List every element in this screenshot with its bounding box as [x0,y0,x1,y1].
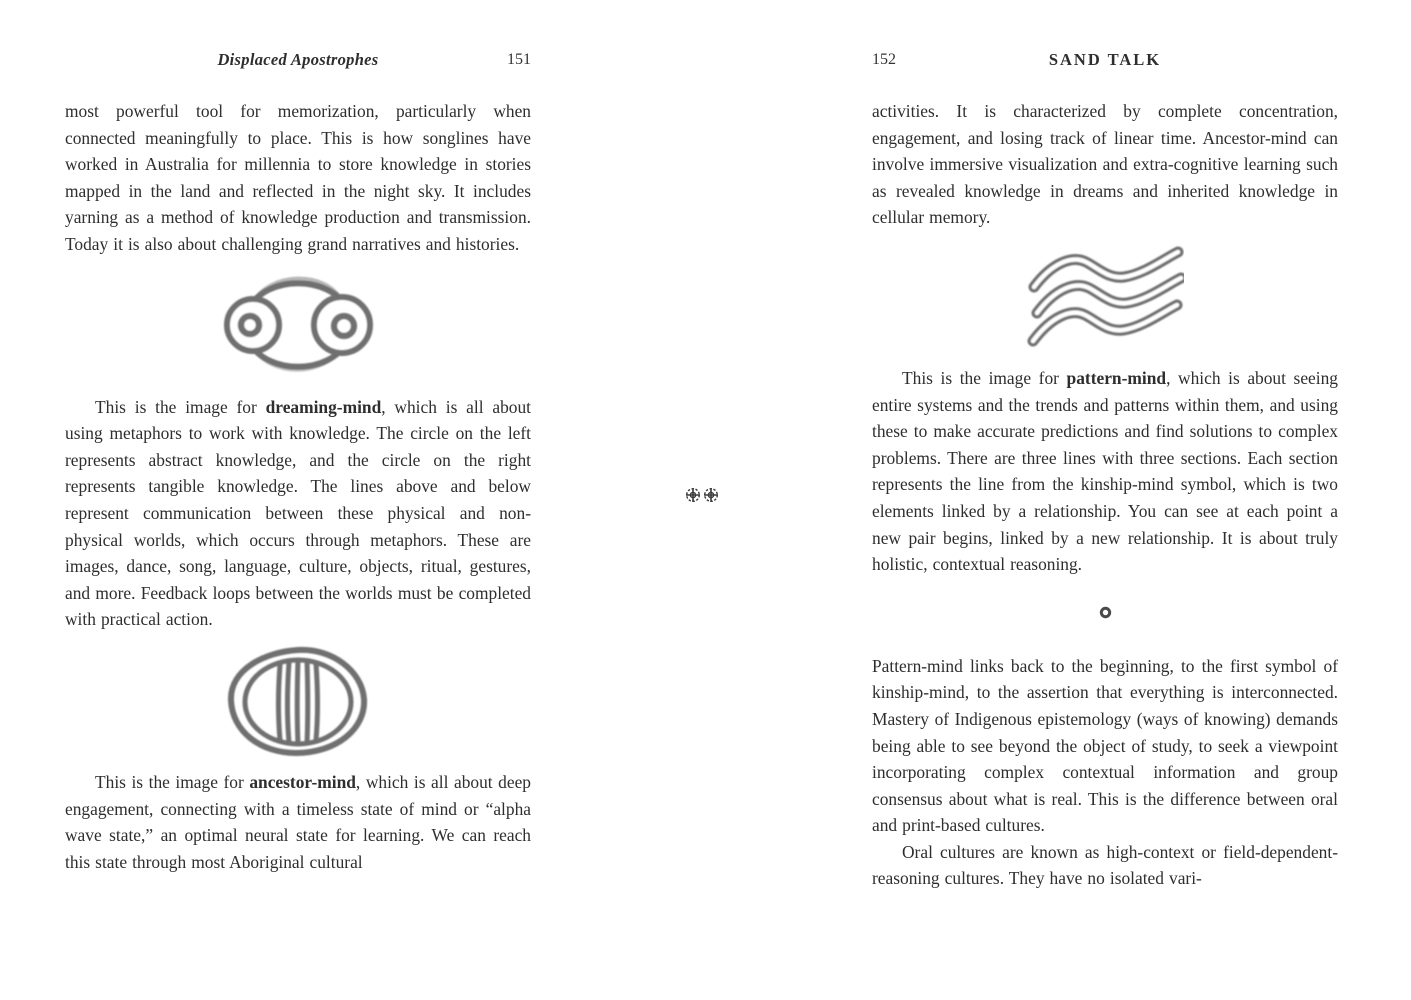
dreaming-mind-symbol-drawing [213,266,383,384]
crosshair-target-icon [703,487,719,503]
paragraph [65,769,531,875]
text-segment: This is the image for [95,771,250,792]
text-segment: , which is all about using metaphors to work with knowledge. The circle on the left represents abstract knowledge, and the circle on the right represents tangible knowledge. The lines above and below represent communication between these physical and non-physical worlds, which occurs through metaphors. These are images, dance, song, language, culture, objects, ritual, gestures, and more. Feedback loops between the worlds must be completed with practical action. [65,396,531,630]
page-right [872,50,1338,892]
paragraph [872,653,1338,839]
pattern-mind-symbol-drawing [1026,243,1184,355]
text-segment: most powerful tool for memorization, particularly when connected meaningfully to place. This is how songlines have worked in Australia for millennia to store knowledge in stories mapped in the land and reflected in the night sky. It includes yarning as a method of knowledge production and transmission. Today it is also about challenging grand narratives and histories. [65,101,531,254]
paragraph [65,394,531,633]
left-page-header [65,50,531,70]
right-page-header [872,50,1338,70]
paragraph [872,98,1338,231]
left-page-body [65,98,531,875]
circle-ornament [872,606,1338,619]
paragraph [872,839,1338,892]
text-segment: Oral cultures are known as high-context or field-dependent-reasoning cultures. They have no isolated vari- [872,841,1338,889]
ancestor-mind-symbol-drawing [224,643,372,759]
text-segment: activities. It is characterized by complete concentration, engagement, and losing track of linear time. Ancestor-mind can involve immersive visualization and extra-cognitive learning such as revealed knowledge in dreams and inherited knowledge in cellular memory. [872,101,1338,228]
text-segment: , which is about seeing entire systems and the trends and patterns within them, and using these to make accurate predictions and find solutions to complex problems. There are three lines with three sections. Each section represents the line from the kinship-mind symbol, which is two elements linked by a relationship. You can see at each point a new pair begins, linked by a new relationship. It is about truly holistic, contextual reasoning. [872,367,1338,575]
page-number-left: 151 [507,51,531,68]
crosshair-target-icon [685,487,701,503]
text-segment: Pattern-mind links back to the beginning, to the first symbol of kinship-mind, to the assertion that everything is interconnected. Mastery of Indigenous epistemology (ways of knowing) demands being able to see beyond the object of study, to seek a viewpoint incorporating complex contextual information and group consensus about what is real. This is the difference between oral and print-based cultures. [872,655,1338,836]
text-segment: , which is all about deep engagement, connecting with a timeless state of mind or “alpha wave state,” an optimal neural state for learning. We can reach this state through most Aboriginal cultural [65,771,531,872]
pattern-mind-symbol [872,243,1338,355]
bold-term: ancestor-mind [249,771,356,792]
ancestor-mind-symbol [65,643,531,759]
right-page-body [872,98,1338,892]
page-left [65,50,531,875]
paragraph [65,98,531,258]
bold-term: pattern-mind [1066,367,1167,388]
running-head-left: Displaced Apostrophes [217,50,379,69]
text-segment: This is the image for [95,396,266,417]
dreaming-mind-symbol [65,266,531,384]
paragraph [872,365,1338,578]
gutter-registration-marks [685,487,719,503]
text-segment: This is the image for [902,367,1067,388]
page-number-right: 152 [872,51,896,68]
circle-ornament-icon [1099,606,1112,619]
running-head-right: SAND TALK [1048,50,1162,69]
bold-term: dreaming-mind [265,396,382,417]
